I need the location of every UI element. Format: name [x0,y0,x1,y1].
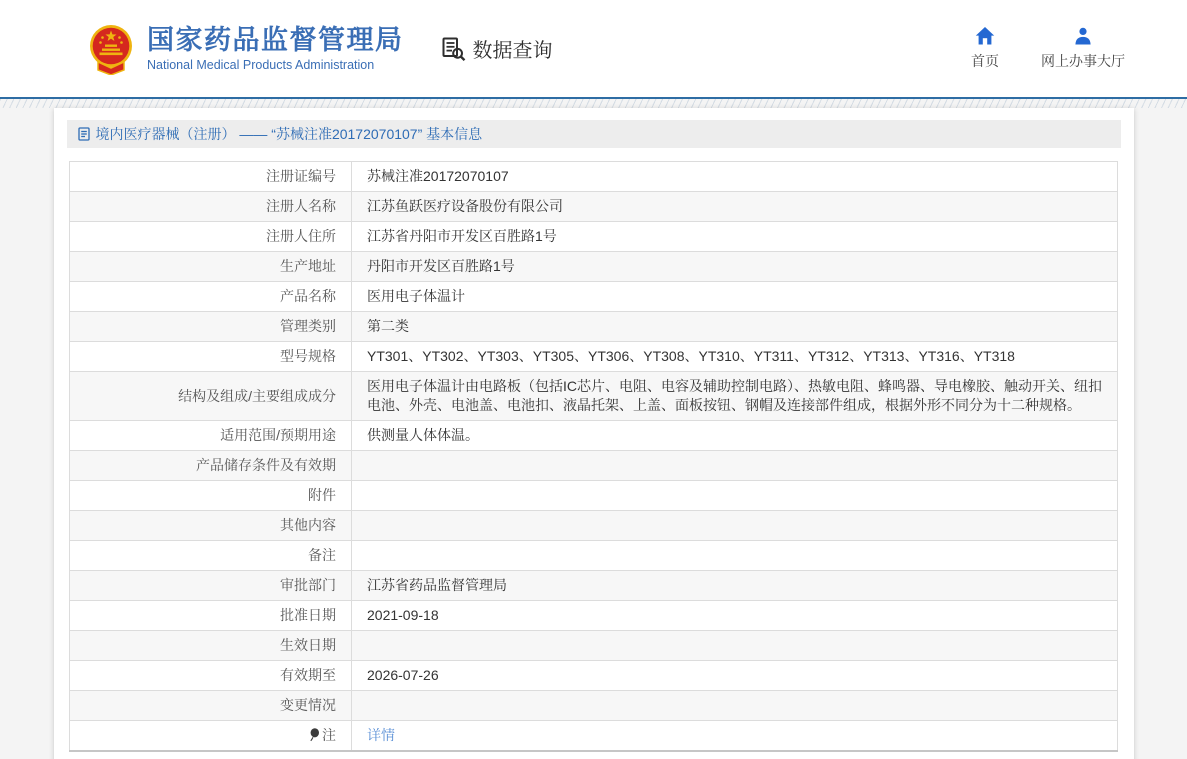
table-row [70,541,1118,571]
table-row [70,252,1118,282]
table-row [70,631,1118,661]
row-value [352,541,1118,571]
row-value: 江苏省药品监督管理局 [352,571,1118,601]
note-icon [309,728,320,742]
row-label: 注册证编号 [70,162,352,192]
row-label: 生产地址 [70,252,352,282]
detail-link[interactable]: 详情 [367,727,395,743]
row-value [352,481,1118,511]
row-label: 生效日期 [70,631,352,661]
row-label: 管理类别 [70,312,352,342]
data-query-label: 数据查询 [472,40,553,62]
table-row [70,511,1118,541]
row-value: YT301、YT302、YT303、YT305、YT306、YT308、YT310、YT311、YT312、YT313、YT316、YT318 [352,342,1118,372]
quick-links [971,26,1125,71]
row-label: 批准日期 [70,601,352,631]
row-label: 型号规格 [70,342,352,372]
home-icon [975,26,995,46]
site-title-group [147,25,404,72]
row-value: 2021-09-18 [352,601,1118,631]
nav-service-hall[interactable] [1041,26,1125,71]
table-row [70,721,1118,752]
content-card [54,108,1134,759]
row-value: 江苏鱼跃医疗设备股份有限公司 [352,192,1118,222]
document-icon [78,127,90,141]
table-row [70,282,1118,312]
row-label: 附件 [70,481,352,511]
table-row [70,421,1118,451]
document-search-icon [440,36,466,62]
table-row [70,312,1118,342]
nav-home[interactable] [971,26,999,71]
row-value [352,721,1118,752]
row-label: 其他内容 [70,511,352,541]
data-query-nav[interactable] [440,34,553,63]
table-row [70,481,1118,511]
row-value [352,691,1118,721]
row-value [352,511,1118,541]
row-label: 注 [70,721,352,752]
table-row [70,661,1118,691]
row-value: 丹阳市开发区百胜路1号 [352,252,1118,282]
row-label: 结构及组成/主要组成成分 [70,372,352,421]
nav-home-label: 首页 [971,53,999,69]
row-label: 产品名称 [70,282,352,312]
row-label: 注册人住所 [70,222,352,252]
table-row [70,222,1118,252]
hatch-strip [0,99,1187,108]
table-row [70,342,1118,372]
site-logo[interactable] [88,23,404,75]
site-subtitle: National Medical Products Administration [147,58,375,72]
row-value: 江苏省丹阳市开发区百胜路1号 [352,222,1118,252]
row-label: 注册人名称 [70,192,352,222]
site-title: 国家药品监督管理局 [147,25,404,55]
table-row [70,571,1118,601]
row-value: 供测量人体体温。 [352,421,1118,451]
info-table-body [70,162,1118,752]
table-row [70,691,1118,721]
table-row [70,601,1118,631]
row-label: 有效期至 [70,661,352,691]
row-label: 变更情况 [70,691,352,721]
user-icon [1073,26,1093,46]
breadcrumb [67,120,1121,148]
row-value [352,631,1118,661]
row-value: 第二类 [352,312,1118,342]
row-value: 医用电子体温计由电路板（包括IC芯片、电阻、电容及辅助控制电路）、热敏电阻、蜂鸣器、导电橡胶、触动开关、纽扣电池、外壳、电池盖、电池扣、液晶托架、上盖、面板按钮、钢帽及连接部件组成，根据外形不同分为十二种规格。 [352,372,1118,421]
registration-info-table [69,161,1118,752]
nav-service-hall-label: 网上办事大厅 [1041,53,1125,69]
table-row [70,372,1118,421]
table-row [70,192,1118,222]
breadcrumb-text: 境内医疗器械（注册） —— “苏械注准20172070107” 基本信息 [95,126,483,142]
table-row [70,162,1118,192]
row-label: 产品储存条件及有效期 [70,451,352,481]
table-row [70,451,1118,481]
row-label: 备注 [70,541,352,571]
row-value: 2026-07-26 [352,661,1118,691]
row-label: 审批部门 [70,571,352,601]
row-label: 适用范围/预期用途 [70,421,352,451]
row-value [352,451,1118,481]
national-emblem-icon [88,23,134,75]
site-header [0,0,1187,97]
row-value: 苏械注准20172070107 [352,162,1118,192]
row-value: 医用电子体温计 [352,282,1118,312]
